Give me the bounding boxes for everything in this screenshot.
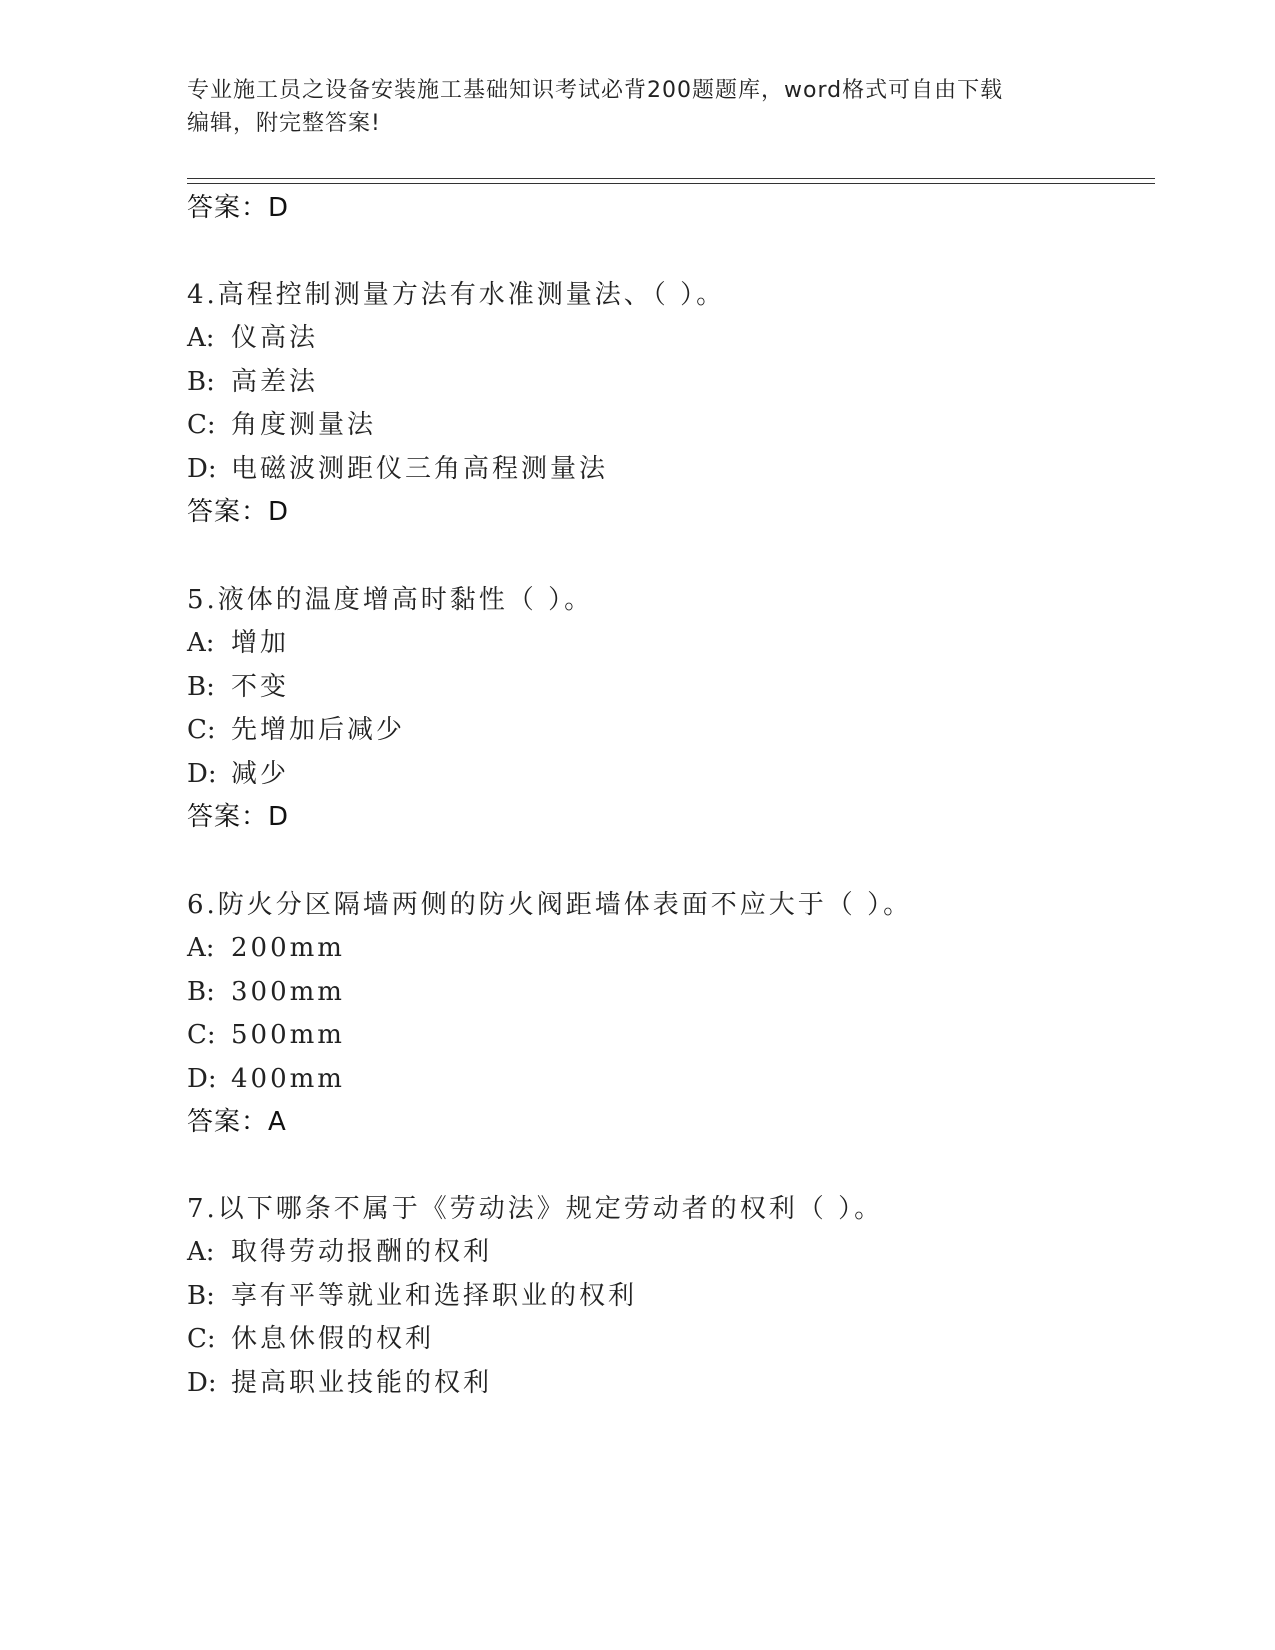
option-d xyxy=(187,1063,345,1095)
option-c xyxy=(187,1019,345,1051)
option-c xyxy=(187,1323,434,1355)
option-label: A: xyxy=(187,933,215,963)
option-b xyxy=(187,1280,637,1312)
option-text: 200mm xyxy=(231,933,345,963)
question-stem: 7.以下哪条不属于《劳动法》规定劳动者的权利（ ）。 xyxy=(187,1194,884,1224)
option-text: 先增加后减少 xyxy=(231,715,406,745)
answer-line: 答案：D xyxy=(187,802,290,832)
option-label: A: xyxy=(187,628,215,658)
option-label: A: xyxy=(187,323,215,353)
option-text: 高差法 xyxy=(231,367,319,397)
option-text: 休息休假的权利 xyxy=(231,1324,435,1354)
header-divider-bottom xyxy=(187,183,1155,184)
option-label: D: xyxy=(187,1064,217,1094)
option-text: 角度测量法 xyxy=(231,410,377,440)
option-a xyxy=(187,627,289,659)
option-d xyxy=(187,453,608,485)
option-text: 仪高法 xyxy=(231,323,319,353)
option-text: 500mm xyxy=(231,1020,345,1050)
option-label: C: xyxy=(187,715,216,745)
option-text: 400mm xyxy=(231,1064,345,1094)
option-label: C: xyxy=(187,1324,216,1354)
option-label: B: xyxy=(187,672,215,702)
header-divider-top xyxy=(187,178,1155,179)
header-line-2: 编辑，附完整答案! xyxy=(187,111,381,136)
option-label: B: xyxy=(187,1281,215,1311)
answer-line: 答案：D xyxy=(187,497,290,527)
option-d xyxy=(187,758,289,790)
option-d xyxy=(187,1367,492,1399)
option-text: 取得劳动报酬的权利 xyxy=(231,1237,493,1267)
option-c xyxy=(187,409,376,441)
question-stem: 5.液体的温度增高时黏性（ ）。 xyxy=(187,585,594,615)
document-header xyxy=(187,74,1067,140)
option-b xyxy=(187,366,318,398)
answer-line: 答案：A xyxy=(187,1107,287,1137)
option-c xyxy=(187,714,405,746)
question-stem: 6.防火分区隔墙两侧的防火阀距墙体表面不应大于（ ）。 xyxy=(187,890,913,920)
option-b xyxy=(187,976,345,1008)
option-a xyxy=(187,932,345,964)
option-label: B: xyxy=(187,977,215,1007)
option-a xyxy=(187,1236,492,1268)
option-text: 电磁波测距仪三角高程测量法 xyxy=(231,454,609,484)
option-label: C: xyxy=(187,1020,216,1050)
option-label: D: xyxy=(187,454,217,484)
option-text: 300mm xyxy=(231,977,345,1007)
option-label: D: xyxy=(187,759,217,789)
option-a xyxy=(187,322,318,354)
option-text: 享有平等就业和选择职业的权利 xyxy=(231,1281,638,1311)
header-line-1: 专业施工员之设备安装施工基础知识考试必背200题题库，word格式可自由下载 xyxy=(187,78,1004,103)
option-text: 增加 xyxy=(231,628,290,658)
option-text: 不变 xyxy=(231,672,290,702)
option-b xyxy=(187,671,289,703)
answer-line: 答案：D xyxy=(187,193,290,223)
option-label: D: xyxy=(187,1368,217,1398)
option-label: A: xyxy=(187,1237,215,1267)
question-stem: 4.高程控制测量方法有水准测量法、（ ）。 xyxy=(187,280,726,310)
option-label: B: xyxy=(187,367,215,397)
option-text: 提高职业技能的权利 xyxy=(231,1368,493,1398)
option-text: 减少 xyxy=(231,759,290,789)
option-label: C: xyxy=(187,410,216,440)
